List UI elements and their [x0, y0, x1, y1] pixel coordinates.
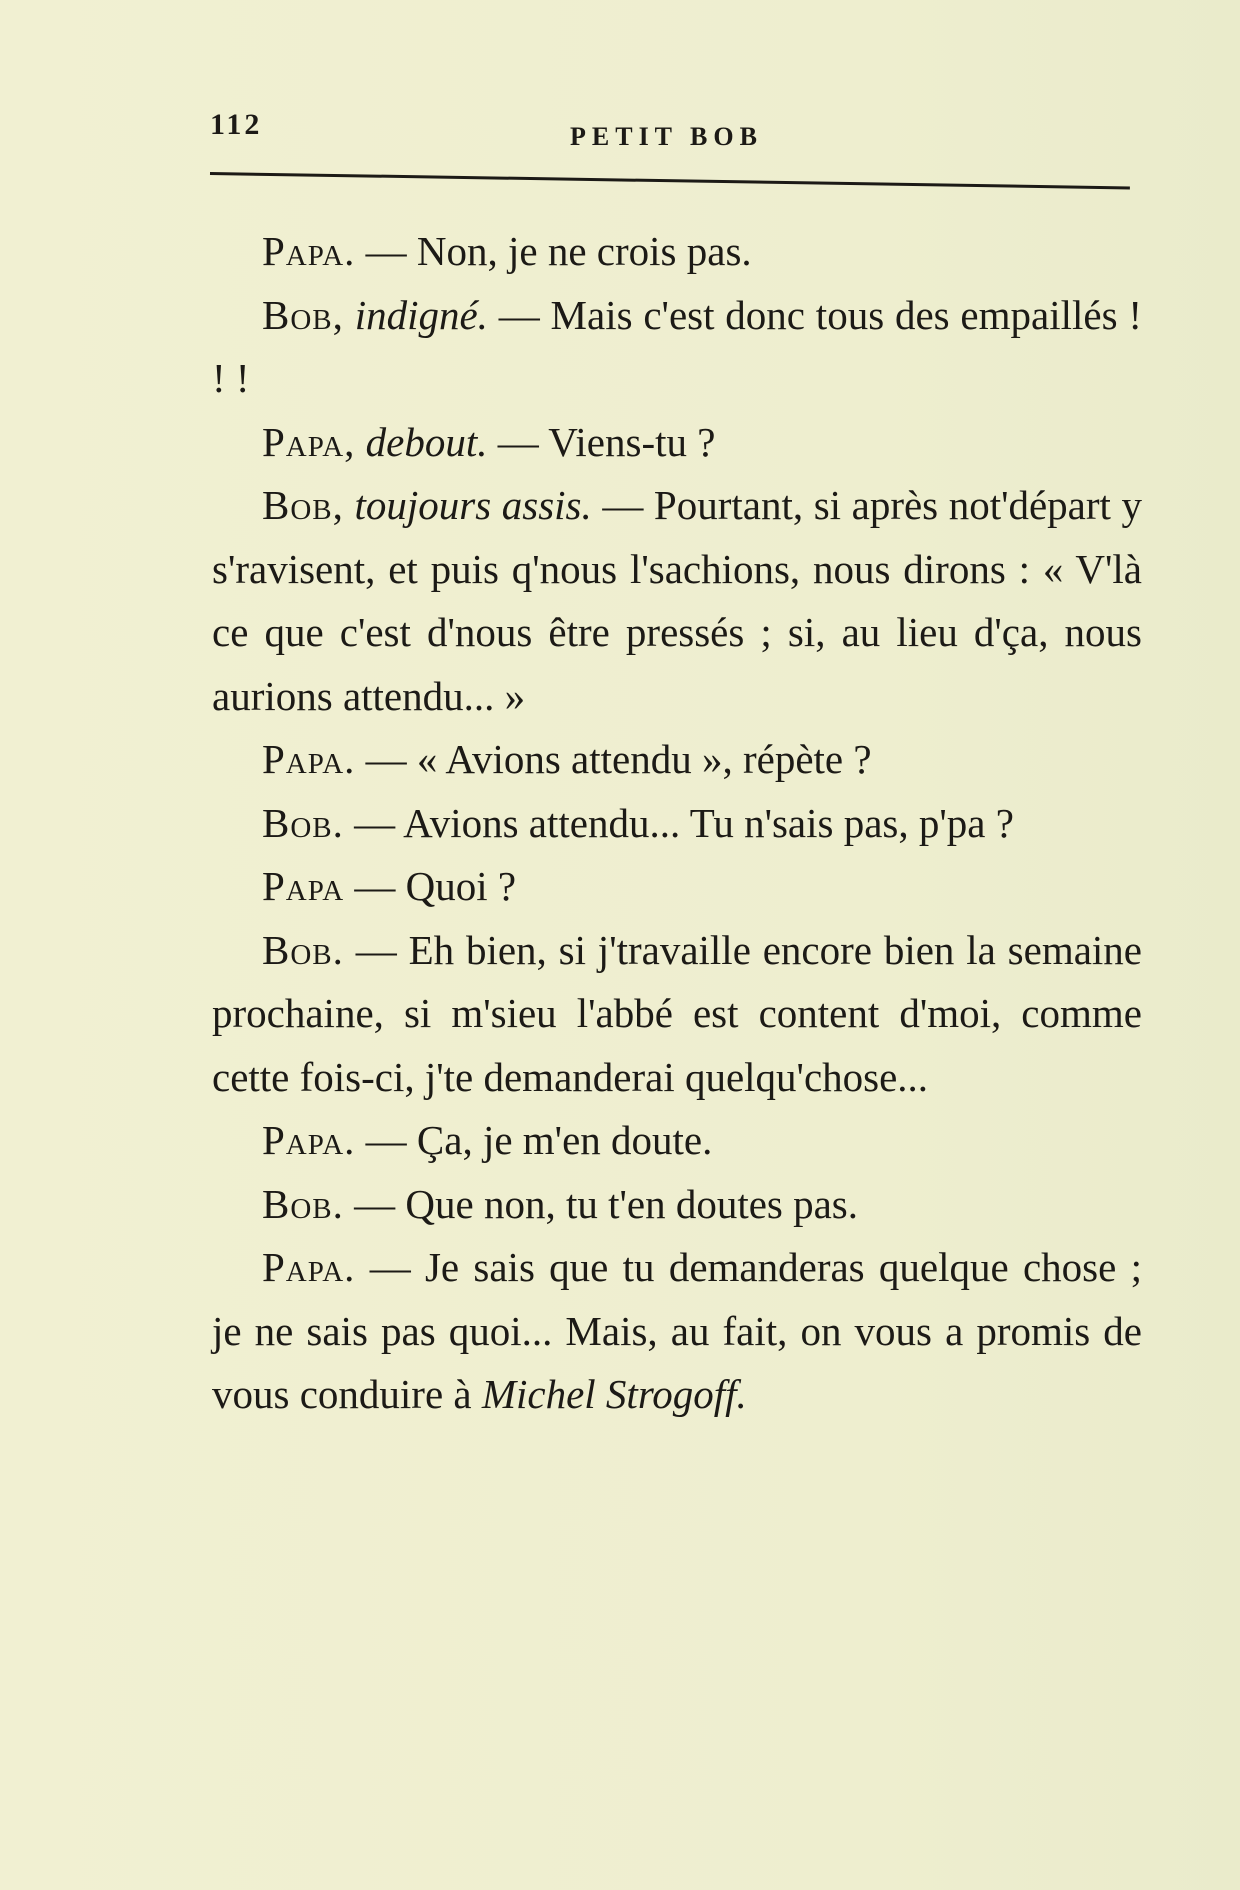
- speaker-name: Bob,: [262, 291, 344, 338]
- line-text: — Ça, je m'en doute.: [355, 1117, 713, 1163]
- speaker-name: Bob,: [262, 482, 344, 528]
- page-number: 112: [210, 108, 263, 141]
- stage-direction: indigné.: [343, 291, 488, 338]
- speaker-name: Papa,: [262, 418, 356, 465]
- speaker-name: Papa: [262, 863, 345, 909]
- line-text: — Pourtant, si après not'départ y s'ravisent, et puis q'nous l'sachions, nous dirons : « V'là ce que c'est d'nous être pressés ; si, au lieu d'ça, nous aurions attendu... »: [212, 482, 1143, 719]
- line-text: — « Avions attendu », répète ?: [355, 736, 872, 782]
- speaker-name: Bob.: [262, 926, 344, 973]
- speaker-name: Bob.: [262, 799, 344, 846]
- dialogue-line: [212, 220, 1142, 284]
- line-text: — Mais c'est donc tous des empaillés ! ! !: [212, 291, 1143, 401]
- line-text: — Viens-tu ?: [487, 418, 716, 465]
- dialogue-text: [212, 220, 1142, 1427]
- dialogue-line: [212, 1109, 1142, 1173]
- dialogue-line: [212, 1236, 1142, 1427]
- speaker-name: Papa.: [262, 736, 356, 782]
- line-text: — Je sais que tu demanderas quelque chose ; je ne sais pas quoi... Mais, au fait, on vous a promis de vous conduire à: [212, 1244, 1142, 1417]
- dialogue-line: [212, 1173, 1142, 1237]
- speaker-name: Papa.: [262, 1244, 356, 1290]
- speaker-name: Papa.: [262, 1117, 356, 1163]
- line-text: — Quoi ?: [344, 863, 517, 909]
- stage-direction: debout.: [355, 418, 488, 465]
- dialogue-line: [212, 728, 1142, 792]
- dialogue-line: [212, 855, 1142, 919]
- speaker-name: Bob.: [262, 1180, 344, 1227]
- line-text: — Que non, tu t'en doutes pas.: [343, 1180, 859, 1227]
- dialogue-line: [212, 284, 1142, 411]
- play-title: Michel Strogoff.: [481, 1371, 747, 1417]
- dialogue-line: [212, 792, 1142, 856]
- dialogue-line: [212, 919, 1142, 1110]
- running-title: PETIT BOB: [570, 122, 763, 151]
- stage-direction: toujours assis.: [343, 482, 592, 528]
- dialogue-line: [212, 474, 1142, 728]
- header-rule: [210, 172, 1130, 189]
- line-text: — Non, je ne crois pas.: [355, 228, 752, 274]
- line-text: — Avions attendu... Tu n'sais pas, p'pa ?: [343, 799, 1014, 846]
- line-text: — Eh bien, si j'travaille encore bien la semaine prochaine, si m'sieu l'abbé est content d'moi, comme cette fois-ci, j'te demanderai quelqu'chose...: [212, 926, 1142, 1100]
- dialogue-line: [212, 411, 1142, 475]
- speaker-name: Papa.: [262, 228, 356, 274]
- page-header: [210, 108, 1130, 158]
